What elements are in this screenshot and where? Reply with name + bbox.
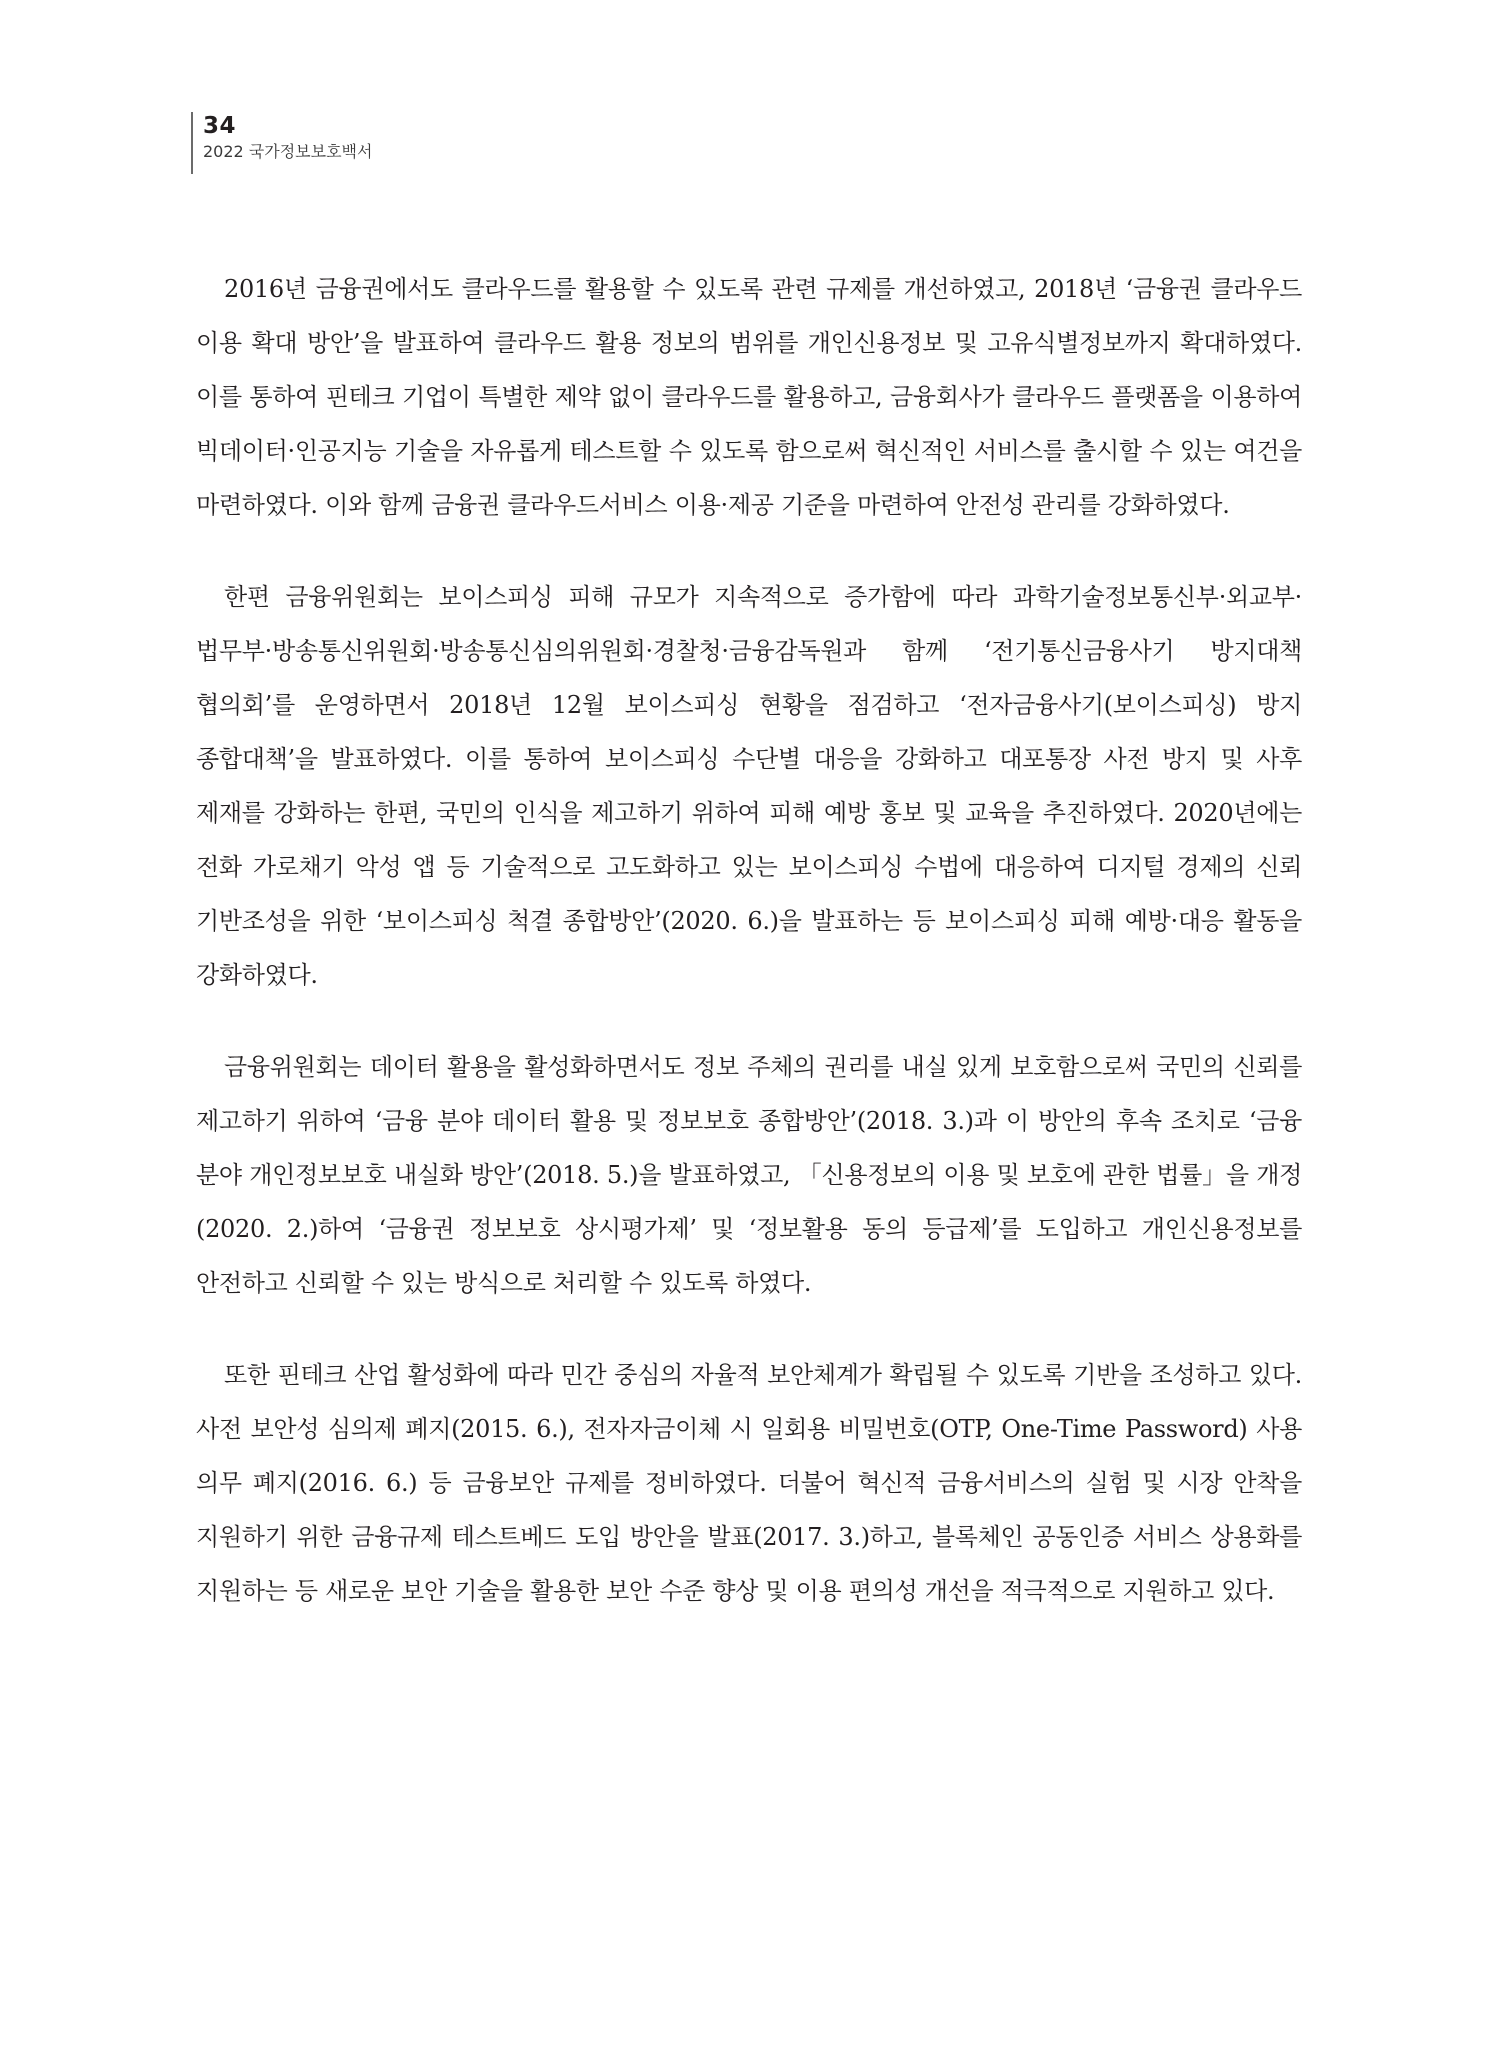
page-header (191, 112, 372, 174)
document-title: 2022 국가정보보호백서 (203, 142, 373, 161)
paragraph-fintech-security: 또한 핀테크 산업 활성화에 따라 민간 중심의 자율적 보안체계가 확립될 수 있도록 기반을 조성하고 있다. 사전 보안성 심의제 폐지(2015. 6.), 전자자금이체 시 일회용 비밀번호(OTP, One-Time Password) 사용 의무 폐지(2016. 6.) 등 금융보안 규제를 정비하였다. 더불어 혁신적 금융서비스의 실험 및 시장 안착을 지원하기 위한 금융규제 테스트베드 도입 방안을 발표(2017. 3.)하고, 블록체인 공동인증 서비스 상용화를 지원하는 등 새로운 보안 기술을 활용한 보안 수준 향상 및 이용 편의성 개선을 적극적으로 지원하고 있다. (196, 1361, 1302, 1605)
paragraph-voice-phishing: 한편 금융위원회는 보이스피싱 피해 규모가 지속적으로 증가함에 따라 과학기술정보통신부·외교부·법무부·방송통신위원회·방송통신심의위원회·경찰청·금융감독원과 함께 ‘전기통신금융사기 방지대책 협의회’를 운영하면서 2018년 12월 보이스피싱 현황을 점검하고 ‘전자금융사기(보이스피싱) 방지 종합대책’을 발표하였다. 이를 통하여 보이스피싱 수단별 대응을 강화하고 대포통장 사전 방지 및 사후 제재를 강화하는 한편, 국민의 인식을 제고하기 위하여 피해 예방 홍보 및 교육을 추진하였다. 2020년에는 전화 가로채기 악성 앱 등 기술적으로 고도화하고 있는 보이스피싱 수법에 대응하여 디지털 경제의 신뢰 기반조성을 위한 ‘보이스피싱 척결 종합방안’(2020. 6.)을 발표하는 등 보이스피싱 피해 예방·대응 활동을 강화하였다. (196, 583, 1302, 989)
paragraph-cloud: 2016년 금융권에서도 클라우드를 활용할 수 있도록 관련 규제를 개선하였고, 2018년 ‘금융권 클라우드 이용 확대 방안’을 발표하여 클라우드 활용 정보의 범위를 개인신용정보 및 고유식별정보까지 확대하였다. 이를 통하여 핀테크 기업이 특별한 제약 없이 클라우드를 활용하고, 금융회사가 클라우드 플랫폼을 이용하여 빅데이터·인공지능 기술을 자유롭게 테스트할 수 있도록 함으로써 혁신적인 서비스를 출시할 수 있는 여건을 마련하였다. 이와 함께 금융권 클라우드서비스 이용·제공 기준을 마련하여 안전성 관리를 강화하였다. (196, 275, 1302, 519)
page-number: 34 (203, 113, 237, 139)
paragraph-data-protection: 금융위원회는 데이터 활용을 활성화하면서도 정보 주체의 권리를 내실 있게 보호함으로써 국민의 신뢰를 제고하기 위하여 ‘금융 분야 데이터 활용 및 정보보호 종합방안’(2018. 3.)과 이 방안의 후속 조치로 ‘금융 분야 개인정보보호 내실화 방안’(2018. 5.)을 발표하였고, 「신용정보의 이용 및 보호에 관한 법률」을 개정(2020. 2.)하여 ‘금융권 정보보호 상시평가제’ 및 ‘정보활용 동의 등급제’를 도입하고 개인신용정보를 안전하고 신뢰할 수 있는 방식으로 처리할 수 있도록 하였다. (196, 1053, 1302, 1297)
body-text (196, 262, 1302, 1656)
